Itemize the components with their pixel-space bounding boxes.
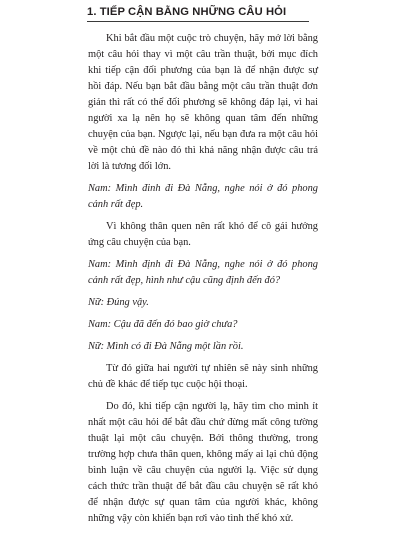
- paragraph-intro: Khi bắt đầu một cuộc trò chuyện, hãy mở lời bằng một câu hỏi thay vì một câu trần thuật, bởi mục đích khi tiếp cận đối phương của bạn là để nhận được sự hồi đáp. Nếu bạn bắt đầu bằng một câu trần thuật đơn giản thì rất có thể đối phương sẽ không đáp lại, vì hai người xa lạ nên họ sẽ không quan tâm đến những chuyện của bạn. Ngược lại, nếu bạn đưa ra một câu hỏi về một chủ đề nào đó thì khả năng nhận được câu trả lời là tương đối lớn.: [88, 33, 318, 172]
- heading-underline: [87, 21, 309, 22]
- dialogue-line: Nam: Mình định đi Đà Nẵng, nghe nói ở đó phong cảnh rất đẹp, hình như cậu cũng định đến đó?: [88, 259, 318, 286]
- dialogue-line: Nữ: Mình có đi Đà Nẵng một lần rồi.: [88, 341, 244, 352]
- section-heading: 1. TIẾP CẬN BẰNG NHỮNG CÂU HỎI: [87, 6, 287, 18]
- dialogue-line: Nam: Cậu đã đến đó bao giờ chưa?: [88, 319, 238, 330]
- paragraph-commentary: Vì không thân quen nên rất khó để cô gái hưởng ứng câu chuyện của bạn.: [88, 221, 318, 248]
- dialogue-line: Nam: Mình đinh đi Đà Nẵng, nghe nói ở đó phong cảnh rất đẹp.: [88, 183, 318, 210]
- paragraph-conclusion: Do đó, khi tiếp cận người lạ, hãy tìm cho mình ít nhất một câu hỏi để bắt đầu chứ đừng mất công tường thuật lại một câu chuyện. Bởi thông thường, trong trường hợp chưa thân quen, không mấy ai lại chủ động bình luận về câu chuyện của người lạ. Việc sử dụng cách thức trần thuật để bắt đầu câu chuyện sẽ rất khó để nhận được sự quan tâm của người khác, không những vậy còn khiến bạn rơi vào tình thế khó xử.: [88, 401, 318, 524]
- paragraph-commentary: Từ đó giữa hai người tự nhiên sẽ này sinh những chủ đề khác để tiếp tục cuộc hội thoại.: [88, 363, 318, 390]
- body-text: [88, 31, 318, 533]
- dialogue-line: Nữ: Đúng vậy.: [88, 297, 149, 308]
